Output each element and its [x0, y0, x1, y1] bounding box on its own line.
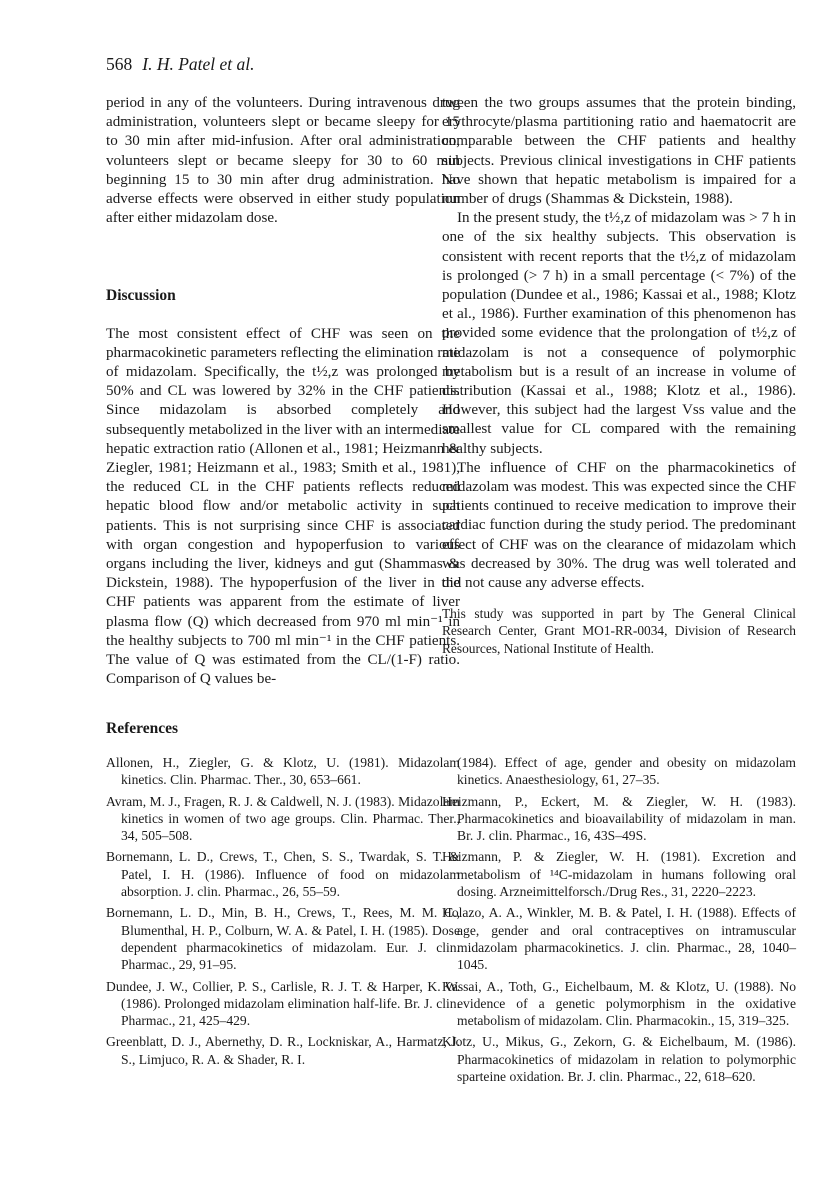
reference-item: Bornemann, L. D., Min, B. H., Crews, T., Rees, M. M. C., Blumenthal, H. P., Colburn, W. A. & Patel, I. H. (1985). Dose dependent pharmacokinetics of midazolam. Eur. J. clin. Pharmac., 29, 91–95. — [106, 905, 460, 973]
reference-item: Heizmann, P. & Ziegler, W. H. (1981). Excretion and metabolism of ¹⁴C-midazolam in humans following oral dosing. Arzneimittelforsch./Drug Res., 31, 2220–2223. — [442, 849, 796, 900]
right-column — [442, 94, 796, 657]
references-left-column — [106, 754, 460, 1072]
reference-item: Avram, M. J., Fragen, R. J. & Caldwell, N. J. (1983). Midazolam kinetics in women of two age groups. Clin. Pharmac. Ther., 34, 505–508. — [106, 793, 460, 844]
reference-item-continued: (1984). Effect of age, gender and obesity on midazolam kinetics. Anaesthesiology, 61, 27–35. — [457, 755, 796, 788]
reference-item: Bornemann, L. D., Crews, T., Chen, S. S., Twardak, S. T. & Patel, I. H. (1986). Influence of food on midazolam absorption. J. clin. Pharmac., 26, 55–59. — [106, 849, 460, 900]
page-number: 568 — [106, 54, 133, 74]
reference-item: Allonen, H., Ziegler, G. & Klotz, U. (1981). Midazolam kinetics. Clin. Pharmac. Ther., 30, 653–661. — [106, 755, 460, 788]
reference-item: Heizmann, P., Eckert, M. & Ziegler, W. H. (1983). Pharmacokinetics and bioavailability of midazolam in man. Br. J. clin. Pharmac., 16, 43S–49S. — [442, 793, 796, 844]
discussion-paragraph-1: The most consistent effect of CHF was seen on the pharmacokinetic parameters reflecting the elimination rate of midazolam. Specifically, the t½,z was prolonged by 50% and CL was lowered by 32% in the CHF patients. Since midazolam is absorbed completely and subsequently metabolized in the liver with an intermediate hepatic extraction ratio (Allonen et al., 1981; Heizmann & Ziegler, 1981; Heizmann et al., 1983; Smith et al., 1981), the reduced CL in the CHF patients reflects reduced hepatic blood flow and/or metabolic activity in such patients. This is not surprising since CHF is associated with organ congestion and hypoperfusion to various organs including the liver, kidneys and gut (Shammas & Dickstein, 1988). The hypoperfusion of the liver in the CHF patients was apparent from the estimate of liver plasma flow (Q) which decreased from 970 ml min⁻¹ in the healthy subjects to 700 ml min⁻¹ in the CHF patients. The value of Q was estimated from the CL/(1-F) ratio. Comparison of Q values be- — [106, 325, 460, 688]
discussion-heading: Discussion — [106, 287, 176, 305]
results-paragraph-end: period in any of the volunteers. During intravenous drug administration, volunteers slept or became sleepy for 15 to 30 min after mid-infusion. After oral administration, volunteers slept or became sleepy for 30 to 60 min beginning 15 to 30 min after drug administration. No adverse effects were observed in either study population after either midazolam dose. — [106, 95, 460, 227]
left-column — [106, 94, 460, 689]
reference-item: Klotz, U., Mikus, G., Zekorn, G. & Eichelbaum, M. (1986). Pharmacokinetics of midazolam in relation to polymorphic sparteine oxidation. Br. J. clin. Pharmac., 22, 618–620. — [442, 1034, 796, 1085]
reference-item: Holazo, A. A., Winkler, M. B. & Patel, I. H. (1988). Effects of age, gender and oral contraceptives on intramuscular midazolam pharmacokinetics. J. clin. Pharmac., 28, 1040–1045. — [442, 905, 796, 973]
acknowledgement: This study was supported in part by The General Clinical Research Center, Grant MO1-RR-0034, Division of Research Resources, National Institute of Health. — [442, 606, 796, 656]
references-heading: References — [106, 720, 179, 737]
reference-item: Kassai, A., Toth, G., Eichelbaum, M. & Klotz, U. (1988). No evidence of a genetic polymorphism in the oxidative metabolism of midazolam. Clin. Pharmacokin., 15, 319–325. — [442, 978, 796, 1029]
running-authors: I. H. Patel et al. — [142, 54, 255, 74]
discussion-paragraph-3: The influence of CHF on the pharmacokinetics of midazolam was modest. This was expected since the CHF patients continued to receive medication to improve their cardiac function during the study period. The predominant effect of CHF was on the clearance of midazolam which was decreased by 30%. The drug was well tolerated and did not cause any adverse effects. — [442, 459, 796, 592]
running-header — [106, 54, 255, 75]
reference-item: Greenblatt, D. J., Abernethy, D. R., Lockniskar, A., Harmatz, J. S., Limjuco, R. A. & Shader, R. I. — [106, 1034, 460, 1067]
discussion-paragraph-2: In the present study, the t½,z of midazolam was > 7 h in one of the six healthy subjects. This observation is consistent with recent reports that the t½,z of midazolam is prolonged (> 7 h) in a small percentage (< 7%) of the population (Dundee et al., 1986; Kassai et al., 1988; Klotz et al., 1986). Further examination of this phenomenon has provided some evidence that the prolongation of t½,z of midazolam is not a consequence of polymorphic metabolism but is a result of an increase in volume of distribution (Kassai et al., 1988; Klotz et al., 1986). However, this subject had the largest Vss value and the smallest value for CL compared with the remaining healthy subjects. — [442, 210, 796, 457]
discussion-paragraph-continued: tween the two groups assumes that the protein binding, erythrocyte/plasma partitioning ratio and haematocrit are comparable between the CHF patients and healthy subjects. Previous clinical investigations in CHF patients have shown that hepatic metabolism is impaired for a number of drugs (Shammas & Dickstein, 1988). — [442, 95, 796, 208]
reference-item: Dundee, J. W., Collier, P. S., Carlisle, R. J. T. & Harper, K. W. (1986). Prolonged midazolam elimination half-life. Br. J. clin. Pharmac., 21, 425–429. — [106, 978, 460, 1029]
references-right-column — [442, 754, 796, 1089]
